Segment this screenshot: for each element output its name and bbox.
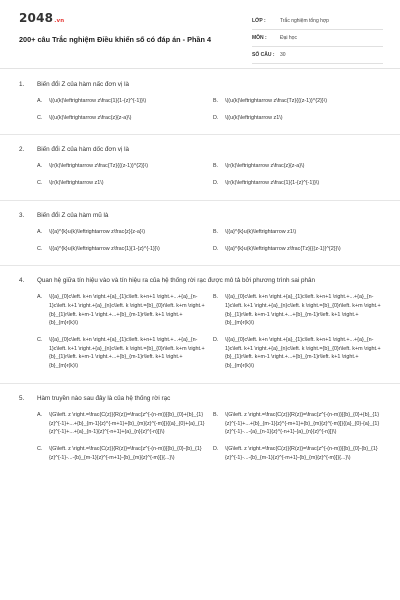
- option-text: \({a}^{k}u(k)\leftrightarrow z\frac{Tz}{{(z-1)}^{2}}\): [225, 245, 341, 252]
- question-stem: [19, 80, 383, 89]
- question-number: 3.: [19, 211, 25, 219]
- option-letter: A.: [37, 163, 43, 170]
- question-number: 5.: [19, 394, 25, 402]
- logo-suffix: .vn: [54, 18, 65, 24]
- option-text: \((u(k)\leftrightarrow z\frac{Tz}{{(z-1)}^{2}}\): [225, 98, 327, 104]
- option-letter: A.: [37, 411, 43, 418]
- question-1: [19, 80, 383, 122]
- meta-label: LỚP :: [252, 18, 266, 24]
- meta-value: Đại học: [280, 35, 297, 41]
- meta-row-class: [252, 13, 383, 30]
- question-number: 4.: [19, 277, 25, 285]
- answer-option-a[interactable]: [37, 162, 207, 171]
- option-letter: A.: [37, 294, 43, 301]
- question-divider: [0, 134, 400, 135]
- question-divider: [0, 383, 400, 384]
- option-letter: D.: [213, 245, 219, 252]
- answer-option-d[interactable]: [213, 336, 383, 371]
- option-letter: B.: [213, 228, 219, 235]
- question-4: [19, 276, 383, 371]
- option-text: \(G\left. z \right.=\frac{C(z)}{R(z)}=\frac{z^{-(n-m)}[{b}_{0}+{b}_{1}{z}^{-1}+...+{b}_{m-1}{z}^{-m+1}+{b}_{m}{z}^{-m}]}{{a}_{0}+{a}_{1}{z}^{-1}+...+{a}_{n-1}{z}^{-n+1}+{a}_{n}{z}^{-n}]}\): [49, 411, 205, 436]
- logo-text: 2048: [19, 11, 54, 25]
- question-3: [19, 211, 383, 253]
- answer-option-d[interactable]: [213, 114, 383, 123]
- answer-option-c[interactable]: [37, 445, 207, 462]
- option-letter: C.: [37, 180, 43, 187]
- question-stem: [19, 211, 383, 220]
- answer-option-d[interactable]: [213, 245, 383, 254]
- question-text: Biến đổi Z của hàm nấc đơn vị là: [37, 81, 129, 88]
- option-letter: B.: [213, 163, 219, 170]
- option-letter: A.: [37, 98, 43, 104]
- option-text: \({a}^{k}u(k)\leftrightarrow z\frac{z}{z-a}\): [49, 228, 146, 235]
- meta-label: SỐ CÂU :: [252, 52, 275, 58]
- option-letter: C.: [37, 245, 43, 252]
- meta-row-count: [252, 47, 383, 64]
- answer-options: [19, 411, 383, 463]
- question-text: Biến đổi Z của hàm dốc đơn vị là: [37, 146, 129, 154]
- option-text: \(G\left. z \right.=\frac{C(z)}{R(z)}=\frac{z^{-(n-m)}[{b}_{0}-{b}_{1}{z}^{-1}-...-{b}_{m-1}{z}^{-m+1}-{b}_{m}{z}^{-m}]}{...}\): [49, 445, 202, 461]
- option-text: \(r(k)\leftrightarrow z\frac{Tz}{{(z-1)}^{2}}\): [49, 163, 148, 170]
- option-letter: D.: [213, 445, 219, 452]
- answer-option-a[interactable]: [37, 411, 207, 437]
- option-letter: C.: [37, 445, 43, 452]
- answer-option-c[interactable]: [37, 114, 207, 123]
- meta-row-subject: [252, 30, 383, 47]
- answer-option-a[interactable]: [37, 293, 207, 328]
- option-text: \((u(k)\leftrightarrow z\frac{1}{1-{z}^{-1}}\): [49, 98, 147, 104]
- option-text: \({a}_{0}c\left. k+n \right.+{a}_{1}c\left. k+n+1 \right.+...+{a}_{n-1}c\left. k+1 \right.+{a}_{n}c\left. k \right.={b}_{0}r\left. k+m \right.+{b}_{1}r\left. k+m-1 \right.+...+{b}_{m-1}r\left. k+1 \right.+{b}_{m}r(k)\): [49, 337, 205, 370]
- question-number: 2.: [19, 146, 25, 154]
- answer-options: [19, 228, 383, 253]
- question-text: Biến đổi Z của hàm mũ là: [37, 211, 109, 219]
- meta-value: 30: [280, 52, 286, 58]
- option-letter: B.: [213, 411, 219, 418]
- question-text: Quan hệ giữa tín hiệu vào và tín hiệu ra của hệ thống rời rạc được mô tả bởi phương trình sai phân: [37, 277, 316, 285]
- option-letter: D.: [213, 180, 219, 187]
- option-text: \(G\left. z \right.=\frac{C(z)}{R(z)}=\frac{z^{-(n-m)}[{b}_{0}-{b}_{1}{z}^{-1}-...-{b}_{m-1}{z}^{-m+1}-{b}_{m}{z}^{-m}]}{...}\): [225, 445, 378, 461]
- answer-options: [19, 162, 383, 187]
- answer-option-a[interactable]: [37, 228, 207, 237]
- answer-option-b[interactable]: [213, 228, 383, 237]
- option-text: \(r(k)\leftrightarrow z1\): [49, 180, 104, 187]
- option-text: \(r(k)\leftrightarrow z\frac{1}{1-{z}^{-1}}\): [225, 180, 320, 187]
- question-stem: [19, 394, 383, 403]
- meta-value: Trắc nghiệm tổng hợp: [280, 18, 329, 24]
- option-text: \({a}^{k}u(k)\leftrightarrow z\frac{1}{1-{z}^{-1}}\): [49, 245, 160, 252]
- option-text: \({a}_{0}c\left. k+n \right.+{a}_{1}c\left. k+n+1 \right.+...+{a}_{n-1}c\left. k+1 \right.+{a}_{n}c\left. k \right.={b}_{0}r\left. k+m \right.+{b}_{1}r\left. k+m-1 \right.+...+{b}_{m-1}r\left. k+1 \right.+{b}_{m}r(k)\): [49, 294, 205, 327]
- option-text: \((u(k)\leftrightarrow z1\): [225, 114, 283, 121]
- question-5: [19, 394, 383, 463]
- option-letter: A.: [37, 228, 43, 235]
- answer-options: [19, 97, 383, 122]
- answer-option-b[interactable]: [213, 97, 383, 106]
- answer-option-c[interactable]: [37, 336, 207, 371]
- question-divider: [0, 265, 400, 266]
- option-text: \({a}^{k}u(k)\leftrightarrow z1\): [225, 228, 297, 235]
- question-number: 1.: [19, 81, 25, 88]
- question-divider: [0, 200, 400, 201]
- answer-option-b[interactable]: [213, 411, 383, 437]
- option-letter: C.: [37, 337, 43, 344]
- question-2: [19, 145, 383, 187]
- answer-option-c[interactable]: [37, 179, 207, 188]
- question-stem: [19, 145, 383, 154]
- answer-option-d[interactable]: [213, 445, 383, 462]
- answer-option-b[interactable]: [213, 162, 383, 171]
- question-stem: [19, 276, 383, 285]
- question-text: Hàm truyền nào sau đây là của hệ thống rời rạc: [37, 394, 171, 402]
- option-letter: D.: [213, 114, 219, 121]
- option-letter: B.: [213, 98, 219, 104]
- answer-option-a[interactable]: [37, 97, 207, 106]
- meta-label: MÔN :: [252, 35, 267, 41]
- option-text: \((u(k)\leftrightarrow z\frac{z}{z-a}\): [49, 114, 132, 121]
- question-list: [0, 69, 400, 462]
- answer-option-d[interactable]: [213, 179, 383, 188]
- page-header: [0, 0, 400, 69]
- option-text: \(G\left. z \right.=\frac{C(z)}{R(z)}=\frac{z^{-(n-m)}[{b}_{0}+{b}_{1}{z}^{-1}+...+{b}_{m-1}{z}^{-m+1}+{b}_{m}{z}^{-m}]}{{a}_{0}-{a}_{1}{z}^{-1}-...-{a}_{n-1}{z}^{-n+1}-{a}_{n}{z}^{-n}]}\): [225, 411, 380, 436]
- site-logo[interactable]: [19, 11, 64, 25]
- answer-options: [19, 293, 383, 371]
- option-letter: D.: [213, 337, 219, 344]
- meta-table: [252, 13, 383, 64]
- option-letter: B.: [213, 294, 219, 301]
- option-text: \({a}_{0}c\left. k+n \right.+{a}_{1}c\left. k+n+1 \right.+...+{a}_{n-1}c\left. k+1 \right.+{a}_{n}c\left. k \right.={b}_{0}r\left. k+m \right.+{b}_{1}r\left. k+m-1 \right.+...+{b}_{m-1}r\left. k+1 \right.+{b}_{m}r(k)\): [225, 294, 381, 327]
- option-text: \({a}_{0}c\left. k+n \right.+{a}_{1}c\left. k+n+1 \right.+...+{a}_{n-1}c\left. k+1 \right.+{a}_{n}c\left. k \right.={b}_{0}r\left. k+m \right.+{b}_{1}r\left. k+m-1 \right.+...+{b}_{m-1}r\left. k+1 \right.+{b}_{m}r(k)\): [225, 337, 381, 370]
- option-letter: C.: [37, 114, 43, 121]
- answer-option-c[interactable]: [37, 245, 207, 254]
- option-text: \(r(k)\leftrightarrow z\frac{z}{z-a}\): [225, 163, 305, 170]
- answer-option-b[interactable]: [213, 293, 383, 328]
- page-title: 200+ câu Trắc nghiệm Điều khiển số có đáp án - Phần 4: [19, 35, 212, 44]
